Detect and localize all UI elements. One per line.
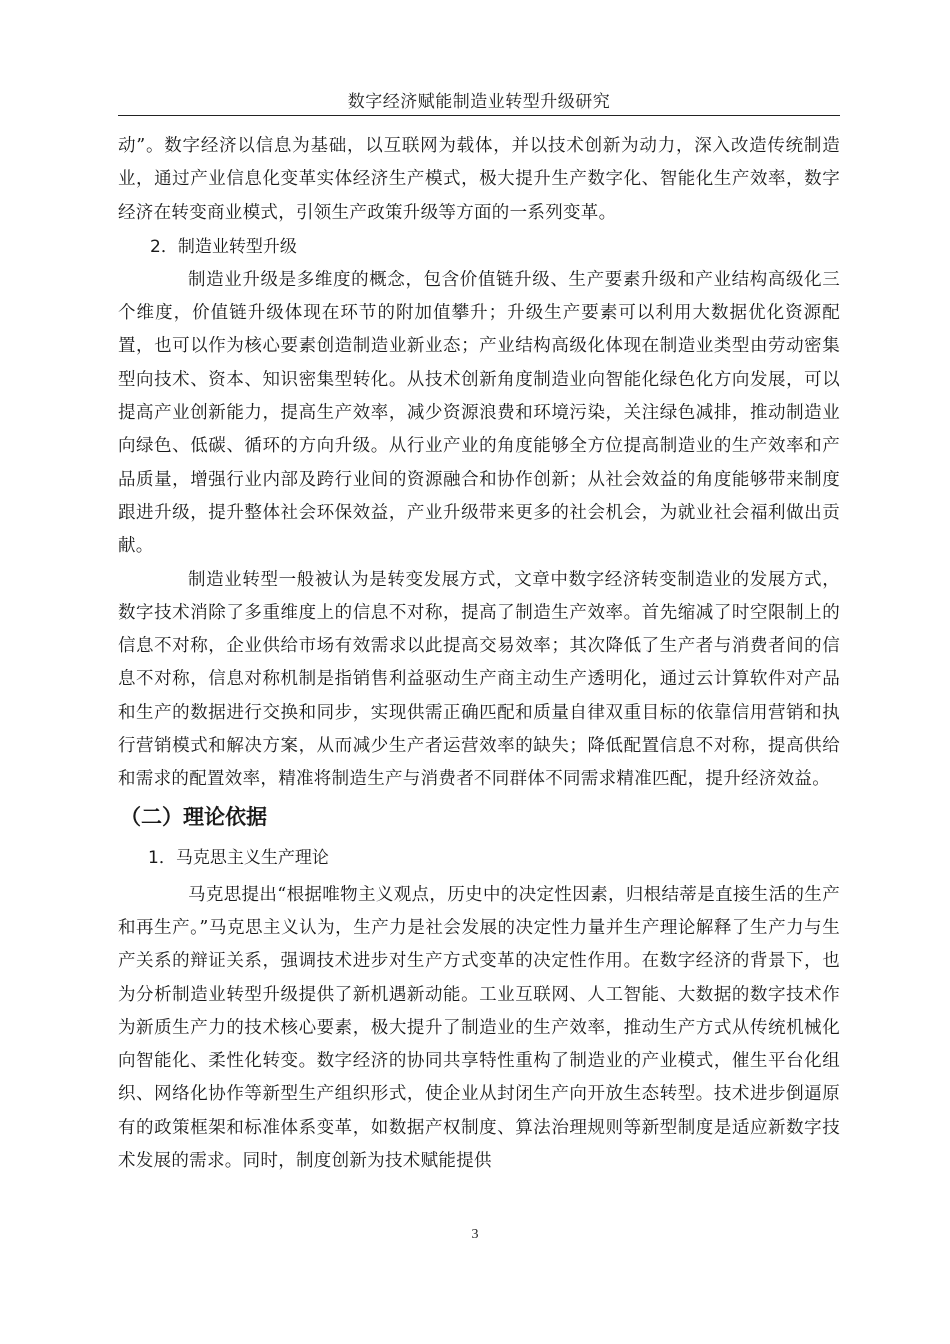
running-header: 数字经济赋能制造业转型升级研究 <box>347 92 611 112</box>
document-body <box>118 130 840 1178</box>
subsection-heading-manufacturing-upgrade: 2．制造业转型升级 <box>150 236 297 257</box>
header-rule <box>118 115 840 116</box>
paragraph-transformation: 制造业转型一般被认为是转变发展方式，文章中数字经济转变制造业的发展方式，数字技术消除了多重维度上的信息不对称，提高了制造生产效率。首先缩减了时空限制上的信息不对称，企业供给市场有效需求以此提高交易效率；其次降低了生产者与消费者间的信息不对称，信息对称机制是指销售利益驱动生产商主动生产透明化，通过云计算软件对产品和生产的数据进行交换和同步，实现供需正确匹配和质量自律双重目标的依靠信用营销和执行营销模式和解决方案，从而减少生产者运营效率的缺失；降低配置信息不对称，提高供给和需求的配置效率，精准将制造生产与消费者不同群体不同需求精准匹配，提升经济效益。 <box>118 569 840 790</box>
subsection-heading-marxist-theory: 1．马克思主义生产理论 <box>148 847 329 868</box>
page-number: 3 <box>471 1227 479 1242</box>
paragraph-upgrade-dimensions: 制造业升级是多维度的概念，包含价值链升级、生产要素升级和产业结构高级化三个维度，价值链升级体现在环节的附加值攀升；升级生产要素可以利用大数据优化资源配置，也可以作为核心要素创造制造业新业态；产业结构高级化体现在制造业类型由劳动密集型向技术、资本、知识密集型转化。从技术创新角度制造业向智能化绿色化方向发展，可以提高产业创新能力，提高生产效率，减少资源浪费和环境污染，关注绿色减排，推动制造业向绿色、低碳、循环的方向升级。从行业产业的角度能够全方位提高制造业的生产效率和产品质量，增强行业内部及跨行业间的资源融合和协作创新；从社会效益的角度能够带来制度跟进升级，提升整体社会环保效益，产业升级带来更多的社会机会，为就业社会福利做出贡献。 <box>118 269 840 557</box>
paragraph-marxist-theory: 马克思提出“根据唯物主义观点，历史中的决定性因素，归根结蒂是直接生活的生产和再生产。”马克思主义认为，生产力是社会发展的决定性力量并生产理论解释了生产力与生产关系的辩证关系，强调技术进步对生产方式变革的决定性作用。在数字经济的背景下，也为分析制造业转型升级提供了新机遇新动能。工业互联网、人工智能、大数据的数字技术作为新质生产力的技术核心要素，极大提升了制造业的生产效率，推动生产方式从传统机械化向智能化、柔性化转变。数字经济的协同共享特性重构了制造业的产业模式，催生平台化组织、网络化协作等新型生产组织形式，使企业从封闭生产向开放生态转型。技术进步倒逼原有的政策框架和标准体系变革，如数据产权制度、算法治理规则等新型制度是适应新数字技术发展的需求。同时，制度创新为技术赋能提供 <box>118 884 840 1172</box>
paragraph-continuation: 动”。数字经济以信息为基础，以互联网为载体，并以技术创新为动力，深入改造传统制造业，通过产业信息化变革实体经济生产模式，极大提升生产数字化、智能化生产效率，数字经济在转变商业模式，引领生产政策升级等方面的一系列变革。 <box>118 136 840 223</box>
section-heading-theory-basis: （二）理论依据 <box>120 804 267 829</box>
